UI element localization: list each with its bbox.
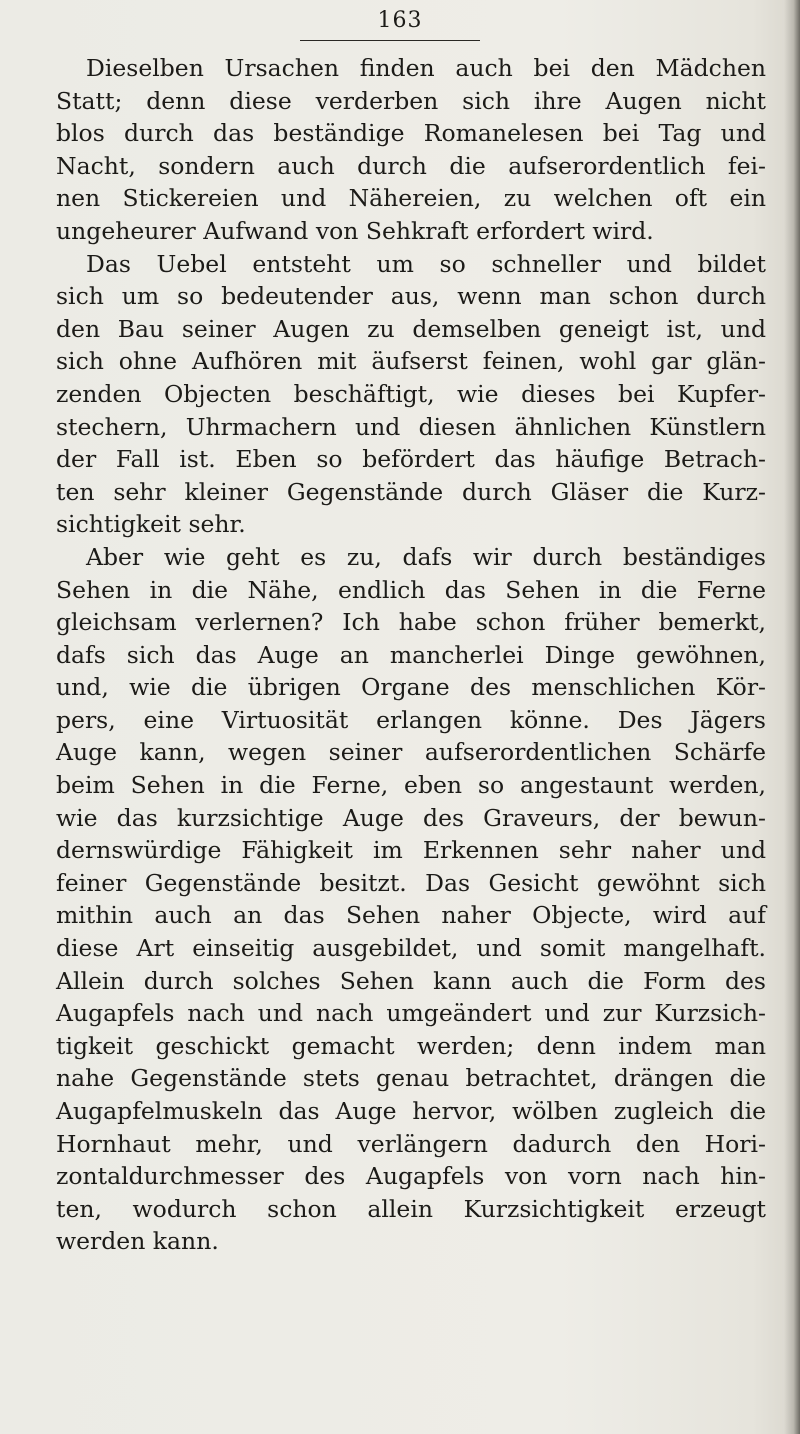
text-line: sichtigkeit sehr. bbox=[56, 510, 246, 539]
text-line: stechern, Uhrmachern und diesen ähnlichen Künstlern bbox=[56, 412, 766, 441]
text-line: Allein durch solches Sehen kann auch die Form des bbox=[56, 966, 766, 995]
text-line: der Fall ist. Eben so befördert das häufige Betrach- bbox=[56, 445, 766, 474]
text-line: wie das kurzsichtige Auge des Graveurs, der bewun- bbox=[56, 803, 766, 832]
text-line: Auge kann, wegen seiner aufserordentlichen Schärfe bbox=[56, 738, 766, 767]
header-rule bbox=[300, 40, 480, 41]
text-line: Statt; denn diese verderben sich ihre Augen nicht bbox=[56, 86, 766, 115]
text-line: Dieselben Ursachen finden auch bei den Mädchen bbox=[86, 54, 766, 82]
text-line: ten, wodurch schon allein Kurzsichtigkeit erzeugt bbox=[56, 1194, 766, 1223]
text-line: feiner Gegenstände besitzt. Das Gesicht gewöhnt sich bbox=[56, 868, 766, 897]
text-line: Augapfels nach und nach umgeändert und zur Kurzsich- bbox=[56, 999, 766, 1028]
text-line: werden kann. bbox=[56, 1227, 219, 1256]
text-line: blos durch das beständige Romanelesen bei Tag und bbox=[56, 119, 766, 148]
text-line: tigkeit geschickt gemacht werden; denn indem man bbox=[56, 1031, 766, 1060]
text-line: zenden Objecten beschäftigt, wie dieses bei Kupfer- bbox=[56, 379, 766, 408]
text-line: nahe Gegenstände stets genau betrachtet, drängen die bbox=[56, 1064, 766, 1093]
text-line: sich um so bedeutender aus, wenn man schon durch bbox=[56, 282, 766, 311]
text-line: pers, eine Virtuosität erlangen könne. Des Jägers bbox=[56, 705, 766, 734]
text-line: dafs sich das Auge an mancherlei Dinge gewöhnen, bbox=[56, 640, 766, 669]
page-edge-shadow bbox=[784, 0, 800, 1434]
text-line: ten sehr kleiner Gegenstände durch Gläser die Kurz- bbox=[56, 477, 766, 506]
text-line: Sehen in die Nähe, endlich das Sehen in die Ferne bbox=[56, 575, 766, 604]
text-line: den Bau seiner Augen zu demselben geneigt ist, und bbox=[56, 314, 766, 343]
text-line: ungeheurer Aufwand von Sehkraft erfordert wird. bbox=[56, 216, 654, 245]
text-line: dernswürdige Fähigkeit im Erkennen sehr naher und bbox=[56, 836, 766, 865]
text-line: Nacht, sondern auch durch die aufserordentlich fei- bbox=[56, 151, 766, 180]
page-number: 163 bbox=[377, 8, 423, 33]
text-line: Das Uebel entsteht um so schneller und bildet bbox=[86, 249, 766, 278]
body-text bbox=[56, 52, 766, 1258]
text-line: mithin auch an das Sehen naher Objecte, wird auf bbox=[56, 901, 766, 930]
text-line: Aber wie geht es zu, dafs wir durch beständiges bbox=[86, 542, 766, 571]
text-line: und, wie die übrigen Organe des menschlichen Kör- bbox=[56, 673, 766, 702]
text-line: Hornhaut mehr, und verlängern dadurch den Hori- bbox=[56, 1129, 766, 1158]
text-line: gleichsam verlernen? Ich habe schon früher bemerkt, bbox=[56, 608, 766, 637]
text-line: sich ohne Aufhören mit äufserst feinen, wohl gar glän- bbox=[56, 347, 766, 376]
text-line: zontaldurchmesser des Augapfels von vorn nach hin- bbox=[56, 1162, 766, 1191]
text-line: diese Art einseitig ausgebildet, und somit mangelhaft. bbox=[56, 934, 766, 963]
text-line: beim Sehen in die Ferne, eben so angestaunt werden, bbox=[56, 771, 766, 800]
text-line: Augapfelmuskeln das Auge hervor, wölben zugleich die bbox=[56, 1097, 766, 1125]
text-line: nen Stickereien und Nähereien, zu welchen oft ein bbox=[56, 184, 766, 213]
